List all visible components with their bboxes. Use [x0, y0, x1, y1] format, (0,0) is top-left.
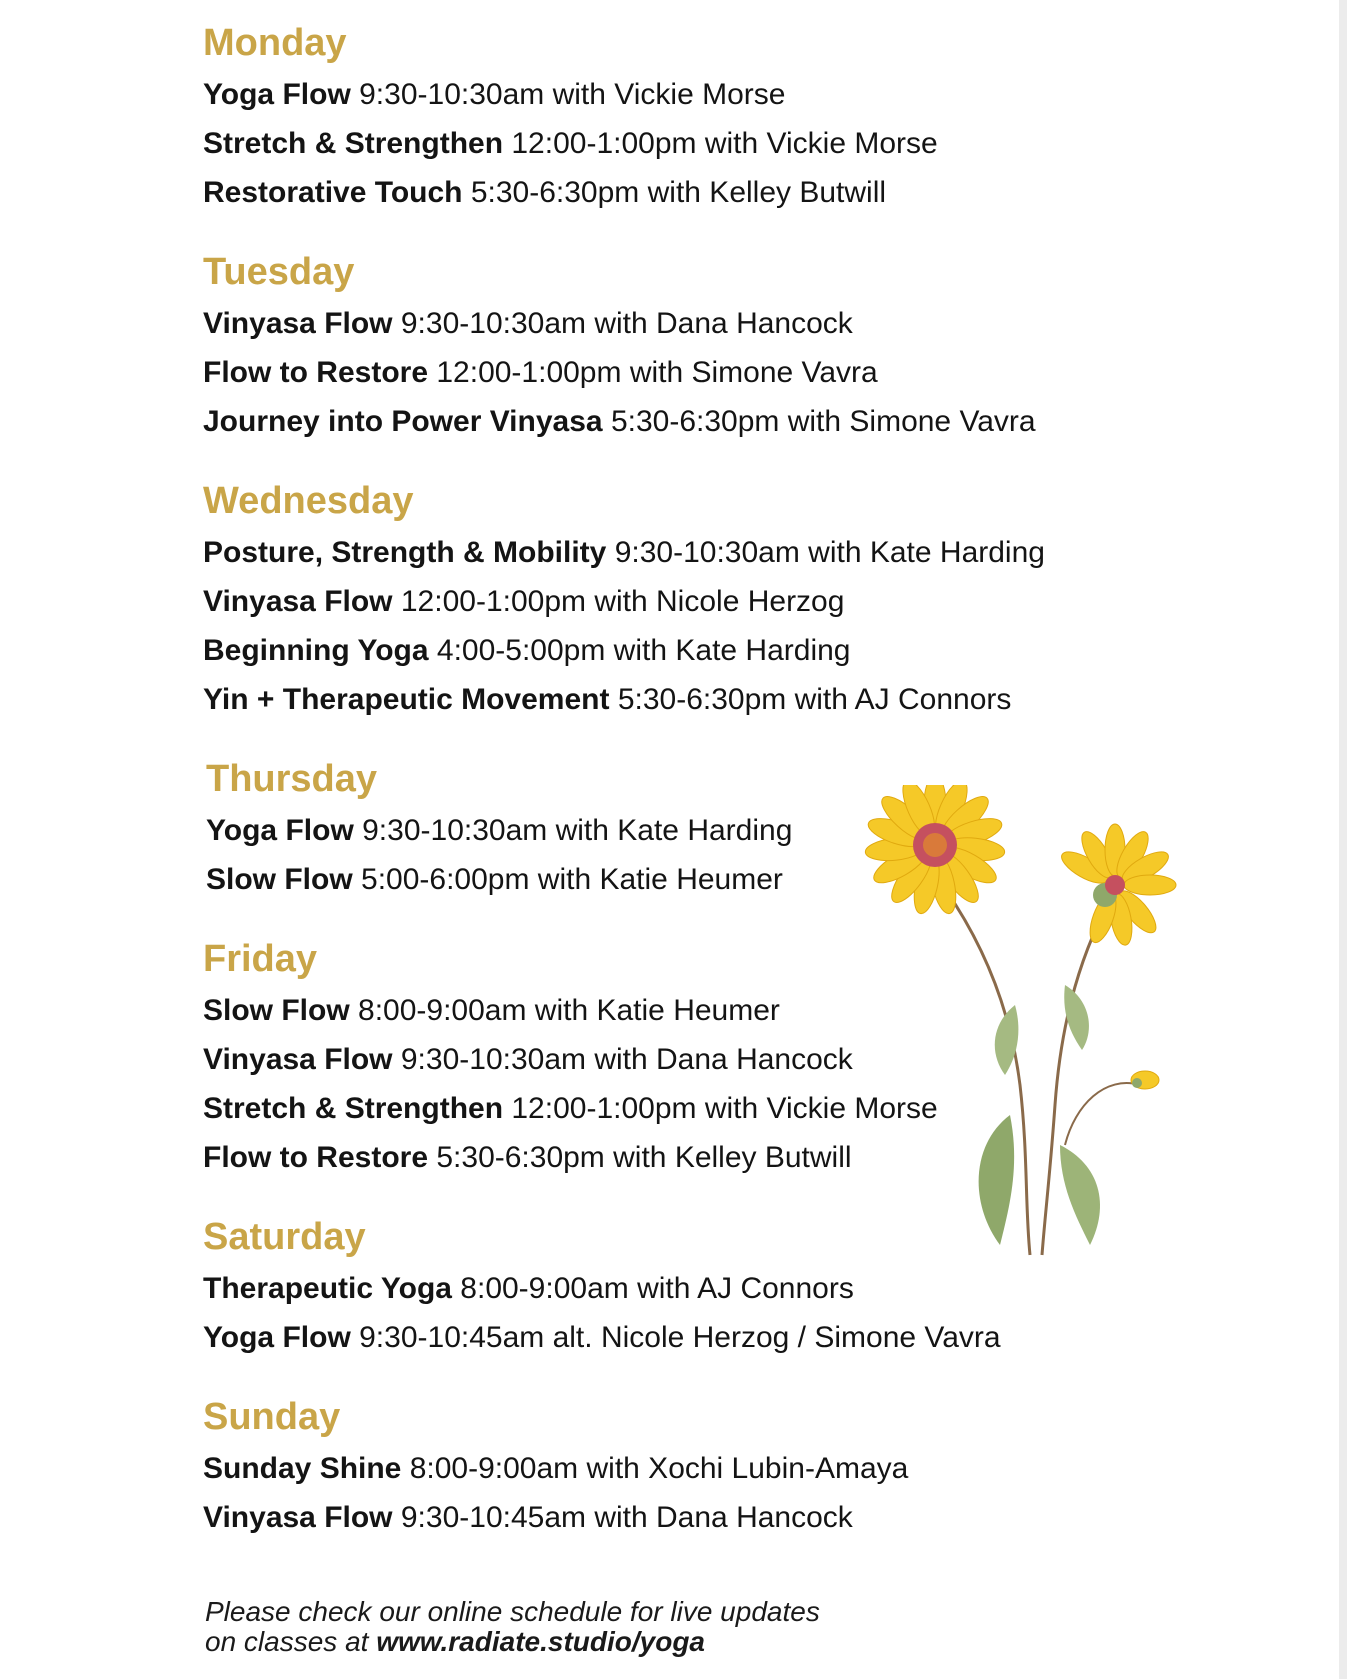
schedule-url-link[interactable]: www.radiate.studio/yoga [376, 1626, 705, 1657]
footer-note [205, 1597, 820, 1657]
footer-line-2 [205, 1627, 820, 1657]
class-name: Yoga Flow [206, 814, 354, 847]
class-name: Stretch & Strengthen [203, 1092, 504, 1125]
class-details: 8:00-9:00am with Katie Heumer [358, 994, 780, 1027]
yellow-flower-illustration-icon [860, 785, 1205, 1265]
class-row [203, 1444, 1303, 1493]
day-title: Wednesday [203, 480, 414, 522]
class-row [203, 675, 1303, 724]
class-name: Restorative Touch [203, 176, 463, 209]
class-name: Flow to Restore [203, 1141, 429, 1174]
day-wednesday [203, 476, 1303, 724]
class-details: 4:00-5:00pm with Kate Harding [436, 634, 851, 667]
class-details: 5:30-6:30pm with Kelley Butwill [470, 176, 887, 209]
class-row [203, 1264, 1303, 1313]
class-details: 8:00-9:00am with AJ Connors [460, 1272, 854, 1305]
class-details: 5:30-6:30pm with AJ Connors [617, 683, 1012, 716]
day-monday [203, 18, 1303, 217]
class-row [203, 299, 1303, 348]
class-list [203, 1444, 1303, 1542]
class-list [203, 528, 1303, 724]
class-name: Vinyasa Flow [203, 1501, 393, 1534]
class-details: 9:30-10:30am with Dana Hancock [400, 307, 853, 340]
class-details: 9:30-10:45am alt. Nicole Herzog / Simone Vavra [359, 1321, 1001, 1354]
class-details: 9:30-10:30am with Kate Harding [362, 814, 793, 847]
footer-line-2-prefix: on classes at [205, 1626, 377, 1657]
class-schedule [203, 18, 1303, 1542]
page-edge [1339, 0, 1347, 1679]
class-row [203, 119, 1303, 168]
class-name: Slow Flow [203, 994, 350, 1027]
footer-line-1: Please check our online schedule for live updates [205, 1596, 820, 1627]
class-details: 5:00-6:00pm with Katie Heumer [361, 863, 783, 896]
class-details: 5:30-6:30pm with Kelley Butwill [436, 1141, 852, 1174]
day-tuesday [203, 247, 1303, 446]
day-sunday [203, 1392, 1303, 1542]
class-name: Vinyasa Flow [203, 1043, 393, 1076]
class-row [203, 1313, 1303, 1362]
class-row [203, 70, 1303, 119]
class-name: Vinyasa Flow [203, 585, 393, 618]
class-row [203, 348, 1303, 397]
day-title: Tuesday [203, 251, 355, 293]
class-name: Sunday Shine [203, 1452, 402, 1485]
day-title: Saturday [203, 1216, 366, 1258]
class-details: 9:30-10:30am with Vickie Morse [359, 78, 786, 111]
class-row [203, 577, 1303, 626]
class-name: Posture, Strength & Mobility [203, 536, 607, 569]
class-name: Yoga Flow [203, 1321, 351, 1354]
class-details: 9:30-10:45am with Dana Hancock [400, 1501, 853, 1534]
class-details: 12:00-1:00pm with Simone Vavra [436, 356, 878, 389]
class-details: 9:30-10:30am with Kate Harding [614, 536, 1045, 569]
class-list [203, 1264, 1303, 1362]
day-title: Thursday [206, 758, 378, 800]
day-title: Monday [203, 22, 347, 64]
class-details: 12:00-1:00pm with Nicole Herzog [400, 585, 845, 618]
day-title: Sunday [203, 1396, 341, 1438]
class-details: 8:00-9:00am with Xochi Lubin-Amaya [409, 1452, 909, 1485]
class-row [203, 168, 1303, 217]
class-name: Flow to Restore [203, 356, 429, 389]
class-name: Stretch & Strengthen [203, 127, 504, 160]
class-row [203, 397, 1303, 446]
class-list [203, 299, 1303, 446]
class-name: Journey into Power Vinyasa [203, 405, 603, 438]
class-name: Vinyasa Flow [203, 307, 393, 340]
class-list [203, 70, 1303, 217]
class-row [203, 1493, 1303, 1542]
day-title: Friday [203, 938, 318, 980]
class-name: Slow Flow [206, 863, 353, 896]
class-row [203, 626, 1303, 675]
class-name: Yin + Therapeutic Movement [203, 683, 610, 716]
class-name: Therapeutic Yoga [203, 1272, 452, 1305]
class-name: Beginning Yoga [203, 634, 429, 667]
class-details: 12:00-1:00pm with Vickie Morse [511, 127, 938, 160]
class-details: 12:00-1:00pm with Vickie Morse [511, 1092, 938, 1125]
class-details: 5:30-6:30pm with Simone Vavra [610, 405, 1036, 438]
class-row [203, 528, 1303, 577]
class-name: Yoga Flow [203, 78, 351, 111]
class-details: 9:30-10:30am with Dana Hancock [400, 1043, 853, 1076]
